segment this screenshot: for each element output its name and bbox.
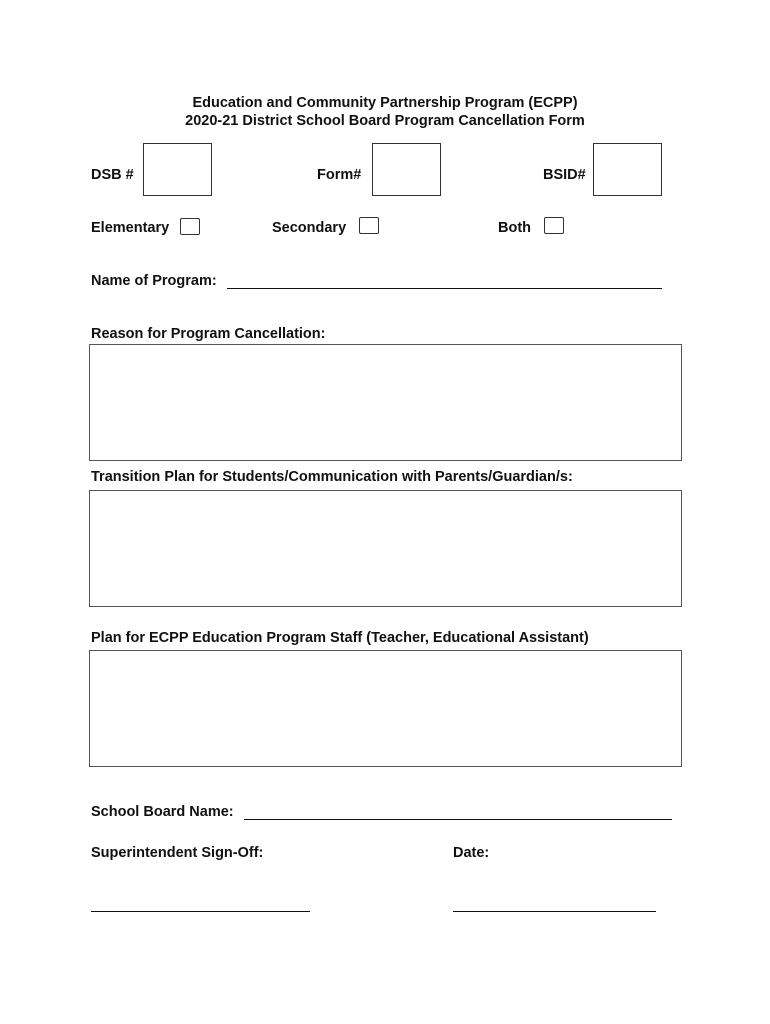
- superintendent-label: Superintendent Sign-Off:: [91, 845, 264, 861]
- elementary-checkbox[interactable]: [180, 218, 200, 235]
- reason-label: Reason for Program Cancellation:: [91, 326, 326, 342]
- both-label: Both: [498, 220, 532, 236]
- bsid-input-box[interactable]: [593, 143, 662, 196]
- form-number-label: Form#: [317, 167, 362, 183]
- dsb-input-box[interactable]: [143, 143, 212, 196]
- date-label: Date:: [453, 845, 490, 861]
- dsb-label: DSB #: [91, 167, 134, 183]
- form-title-line2: 2020-21 District School Board Program Cancellation Form: [185, 113, 585, 129]
- reason-textarea[interactable]: [89, 344, 682, 461]
- school-board-line[interactable]: [244, 819, 672, 820]
- program-name-line[interactable]: [227, 288, 662, 289]
- staff-plan-label: Plan for ECPP Education Program Staff (Teacher, Educational Assistant): [91, 630, 589, 646]
- transition-plan-textarea[interactable]: [89, 490, 682, 607]
- form-title-line1: Education and Community Partnership Program (ECPP): [192, 95, 578, 111]
- bsid-label: BSID#: [543, 167, 586, 183]
- staff-plan-textarea[interactable]: [89, 650, 682, 767]
- program-name-label: Name of Program:: [91, 273, 217, 289]
- form-number-input-box[interactable]: [372, 143, 441, 196]
- date-line[interactable]: [453, 911, 656, 912]
- school-board-label: School Board Name:: [91, 804, 234, 820]
- secondary-checkbox[interactable]: [359, 217, 379, 234]
- transition-plan-label: Transition Plan for Students/Communication with Parents/Guardian/s:: [91, 469, 573, 485]
- secondary-label: Secondary: [272, 220, 347, 236]
- superintendent-signature-line[interactable]: [91, 911, 310, 912]
- elementary-label: Elementary: [91, 220, 170, 236]
- both-checkbox[interactable]: [544, 217, 564, 234]
